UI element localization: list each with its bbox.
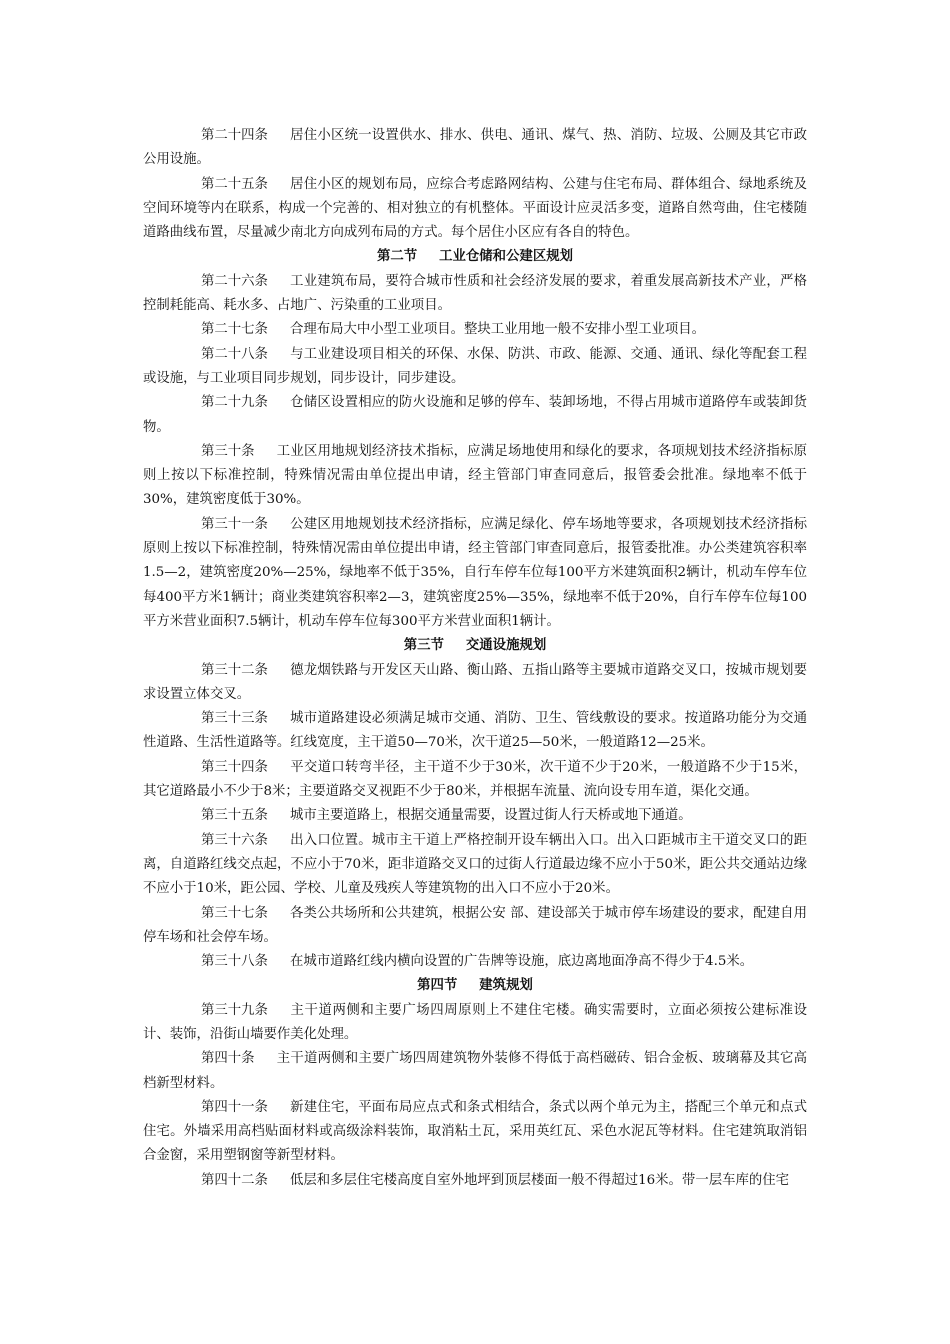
article-number: 第三十八条 bbox=[201, 954, 268, 970]
article-text: 出入口位置。城市主干道上严格控制开设车辆出入口。出入口距城市主干道交叉口的距离，自道路红线交点起，不应小于70米，距非道路交叉口的过街人行道最边缘不应小于50米，距公共交通站边缘不应小于10米，距公园、学校、儿童及残疾人等建筑物的出入口不应小于20米。 bbox=[143, 832, 807, 897]
article-text: 工业区用地规划经济技术指标，应满足场地使用和绿化的要求，各项规划技术经济指标原则上按以下标准控制，特殊情况需由单位提出申请，经主管部门审查同意后，报管委会批准。绿地率不低于30%，建筑密度低于30%。 bbox=[143, 443, 807, 508]
section-heading bbox=[143, 634, 807, 658]
article-number: 第三十二条 bbox=[201, 662, 268, 678]
article-text: 主干道两侧和主要广场四周建筑物外装修不得低于高档磁砖、铝合金板、玻璃幕及其它高档新型材料。 bbox=[143, 1051, 807, 1091]
article-paragraph bbox=[143, 756, 807, 805]
section-title: 建筑规划 bbox=[479, 978, 533, 994]
article-number: 第三十五条 bbox=[201, 808, 268, 824]
article-number: 第二十五条 bbox=[201, 176, 268, 192]
article-number: 第三十四条 bbox=[201, 759, 268, 775]
article-number: 第二十七条 bbox=[201, 322, 268, 338]
article-text: 工业建筑布局，要符合城市性质和社会经济发展的要求，着重发展高新技术产业，严格控制耗能高、耗水多、占地广、污染重的工业项目。 bbox=[143, 273, 807, 314]
section-number: 第二节 bbox=[376, 249, 418, 265]
article-text: 居住小区统一设置供水、排水、供电、通讯、煤气、热、消防、垃圾、公厕及其它市政公用设施。 bbox=[143, 128, 807, 168]
article-text: 在城市道路红线内横向设置的广告牌等设施，底边离地面净高不得少于4.5米。 bbox=[289, 954, 754, 970]
article-paragraph bbox=[143, 804, 807, 828]
article-paragraph bbox=[143, 1096, 807, 1169]
article-paragraph bbox=[143, 659, 807, 708]
article-text: 公建区用地规划技术经济指标，应满足绿化、停车场地等要求，各项规划技术经济指标原则上按以下标准控制，特殊情况需由单位提出申请，经主管部门审查同意后，报管委批准。办公类建筑容积率1.5—2，建筑密度20%—25%，绿地率不低于35%，自行车停车位每100平方米建筑面积2辆计，机动车停车位每400平方米1辆计；商业类建筑容积率2—3，建筑密度25%—35%，绿地率不低于20%，自行车停车位每100平方米营业面积7.5辆计，机动车停车位每300平方米营业面积1辆计。 bbox=[143, 516, 807, 629]
article-text: 仓储区设置相应的防火设施和足够的停车、装卸场地，不得占用城市道路停车或装卸货物。 bbox=[143, 395, 807, 435]
article-paragraph bbox=[143, 270, 807, 319]
article-text: 低层和多层住宅楼高度自室外地坪到顶层楼面一般不得超过16米。带一层车库的住宅 bbox=[289, 1172, 790, 1188]
article-paragraph bbox=[143, 902, 807, 951]
article-number: 第三十一条 bbox=[201, 516, 268, 532]
article-paragraph bbox=[143, 513, 807, 634]
section-heading bbox=[143, 974, 807, 998]
article-paragraph bbox=[143, 343, 807, 392]
article-text: 居住小区的规划布局，应综合考虑路网结构、公建与住宅布局、群体组合、绿地系统及空间环境等内在联系，构成一个完善的、相对独立的有机整体。平面设计应灵活多变，道路自然弯曲，住宅楼随道路曲线布置，尽量减少南北方向成列布局的方式。每个居住小区应有各自的特色。 bbox=[143, 176, 807, 241]
article-number: 第二十四条 bbox=[201, 128, 268, 143]
article-number: 第三十三条 bbox=[201, 711, 268, 727]
article-text: 城市主要道路上，根据交通量需要，设置过街人行天桥或地下通道。 bbox=[289, 808, 692, 824]
article-number: 第三十条 bbox=[201, 443, 255, 459]
article-text: 平交道口转弯半径，主干道不少于30米，次干道不少于20米，一般道路不少于15米，其它道路最小不少于8米；主要道路交叉视距不少于80米，并根据车流量、流向设专用车道，渠化交通。 bbox=[143, 759, 807, 800]
article-text: 德龙烟铁路与开发区天山路、衡山路、五指山路等主要城市道路交叉口，按城市规划要求设置立体交叉。 bbox=[143, 662, 807, 702]
article-number: 第三十六条 bbox=[201, 832, 268, 848]
article-paragraph bbox=[143, 318, 807, 342]
article-number: 第二十九条 bbox=[201, 395, 268, 411]
article-paragraph bbox=[143, 173, 807, 246]
article-paragraph bbox=[143, 391, 807, 440]
article-number: 第三十九条 bbox=[201, 1002, 268, 1018]
article-number: 第三十七条 bbox=[201, 905, 268, 921]
article-paragraph bbox=[143, 999, 807, 1048]
article-text: 合理布局大中小型工业项目。整块工业用地一般不安排小型工业项目。 bbox=[289, 322, 706, 338]
article-number: 第二十八条 bbox=[201, 346, 268, 362]
article-paragraph bbox=[143, 950, 807, 974]
document-page bbox=[143, 124, 807, 1193]
section-title: 工业仓储和公建区规划 bbox=[439, 249, 574, 265]
section-number: 第三节 bbox=[403, 638, 444, 654]
article-number: 第二十六条 bbox=[201, 273, 268, 289]
article-text: 城市道路建设必须满足城市交通、消防、卫生、管线敷设的要求。按道路功能分为交通性道路、生活性道路等。红线宽度，主干道50—70米，次干道25—50米，一般道路12—25米。 bbox=[143, 711, 807, 751]
article-number: 第四十条 bbox=[201, 1051, 255, 1067]
article-number: 第四十二条 bbox=[201, 1172, 268, 1188]
article-paragraph bbox=[143, 1047, 807, 1096]
article-paragraph bbox=[143, 829, 807, 902]
section-heading bbox=[143, 245, 807, 269]
article-text: 各类公共场所和公共建筑，根据公安 部、建设部关于城市停车场建设的要求，配建自用停车场和社会停车场。 bbox=[143, 905, 807, 945]
article-paragraph bbox=[143, 1169, 807, 1193]
article-text: 与工业建设项目相关的环保、水保、防洪、市政、能源、交通、通讯、绿化等配套工程或设施，与工业项目同步规划，同步设计，同步建设。 bbox=[143, 346, 807, 386]
article-text: 新建住宅，平面布局应点式和条式相结合，条式以两个单元为主，搭配三个单元和点式住宅。外墙采用高档贴面材料或高级涂料装饰，取消粘土瓦，采用英红瓦、采色水泥瓦等材料。住宅建筑取消铝合金窗，采用塑钢窗等新型材料。 bbox=[143, 1099, 807, 1164]
article-paragraph bbox=[143, 440, 807, 513]
article-paragraph bbox=[143, 124, 807, 173]
article-text: 主干道两侧和主要广场四周原则上不建住宅楼。确实需要时，立面必须按公建标准设计、装饰，沿街山墙要作美化处理。 bbox=[143, 1002, 807, 1042]
section-number: 第四节 bbox=[417, 978, 458, 994]
article-number: 第四十一条 bbox=[201, 1099, 268, 1115]
section-title: 交通设施规划 bbox=[465, 638, 547, 654]
article-paragraph bbox=[143, 707, 807, 756]
